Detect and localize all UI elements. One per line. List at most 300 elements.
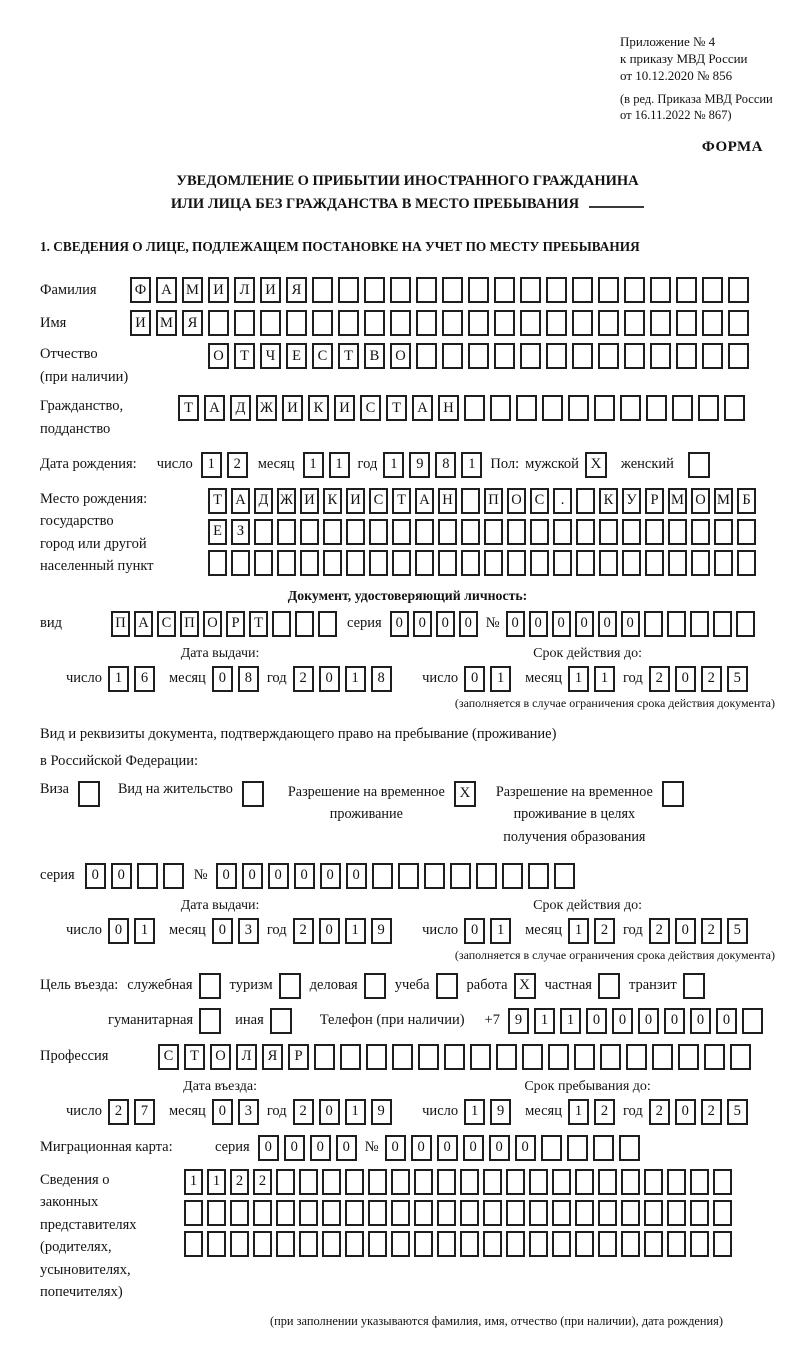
char-box (713, 1200, 732, 1226)
sex-male-checkbox: X (585, 452, 607, 478)
identity-series-boxes (390, 611, 478, 637)
char-box: 9 (508, 1008, 529, 1034)
form-title-line-1: УВЕДОМЛЕНИЕ О ПРИБЫТИИ ИНОСТРАННОГО ГРАЖДАНИНА (176, 173, 639, 190)
char-box (494, 343, 515, 369)
char-box (207, 1200, 226, 1226)
char-box: Б (737, 488, 756, 514)
char-box (645, 550, 664, 576)
char-box (548, 1044, 569, 1070)
identity-valid-year (649, 666, 748, 692)
char-box (507, 519, 526, 545)
char-box: Н (438, 488, 457, 514)
month-label: месяц (168, 670, 206, 687)
char-box: 0 (621, 611, 640, 637)
identity-valid-header: Срок действия до: (533, 645, 642, 661)
char-box (576, 550, 595, 576)
turizm-checkbox (279, 973, 301, 999)
temp-permit-label: Разрешение на временное проживание (287, 783, 445, 823)
char-box (364, 277, 385, 303)
char-box (599, 519, 618, 545)
char-box: Е (208, 519, 227, 545)
birth-year-boxes (383, 452, 482, 478)
char-box (713, 1231, 732, 1257)
char-box: 0 (390, 611, 409, 637)
char-box: 0 (385, 1135, 406, 1161)
char-box: 1 (345, 1099, 366, 1125)
entry-dates (40, 1079, 775, 1125)
stay-until-month (568, 1099, 615, 1125)
char-box: Н (438, 395, 459, 421)
char-box (502, 863, 523, 889)
profession-boxes (158, 1044, 751, 1070)
char-box: 0 (552, 611, 571, 637)
char-box: 7 (134, 1099, 155, 1125)
patronymic-boxes (208, 343, 749, 369)
char-box (468, 277, 489, 303)
char-box (253, 1231, 272, 1257)
char-box (645, 519, 664, 545)
char-box (650, 277, 671, 303)
char-box (345, 1169, 364, 1195)
char-box: М (668, 488, 687, 514)
char-box: 2 (108, 1099, 129, 1125)
char-box (506, 1200, 525, 1226)
char-box: 0 (212, 1099, 233, 1125)
char-box: П (484, 488, 503, 514)
char-box (553, 519, 572, 545)
char-box (299, 1200, 318, 1226)
char-box (575, 1231, 594, 1257)
char-box (528, 863, 549, 889)
char-box (416, 310, 437, 336)
residence-series-row (40, 863, 775, 889)
char-box (272, 611, 291, 637)
char-box (230, 1200, 249, 1226)
char-box (598, 1169, 617, 1195)
stay-until-year (649, 1099, 748, 1125)
char-box: 5 (727, 1099, 748, 1125)
char-box (496, 1044, 517, 1070)
residence-issue-header: Дата выдачи: (180, 897, 260, 913)
char-box (345, 1231, 364, 1257)
char-box (391, 1200, 410, 1226)
char-box (340, 1044, 361, 1070)
char-box (442, 343, 463, 369)
char-box: 0 (320, 863, 341, 889)
char-box (295, 611, 314, 637)
residence-doc-dates (40, 898, 775, 944)
char-box (484, 519, 503, 545)
char-box: О (203, 611, 222, 637)
char-box (312, 310, 333, 336)
firstname-row (40, 310, 775, 336)
char-box: 2 (293, 918, 314, 944)
patronymic-label: Отчество (при наличии) (40, 346, 129, 385)
char-box: 0 (436, 611, 455, 637)
char-box: З (231, 519, 250, 545)
char-box (414, 1200, 433, 1226)
surname-boxes (130, 277, 749, 303)
entry-date-header: Дата въезда: (183, 1078, 257, 1094)
entry-date-year (293, 1099, 392, 1125)
char-box (364, 310, 385, 336)
month-label: месяц (168, 922, 206, 939)
char-box (702, 277, 723, 303)
char-box (368, 1169, 387, 1195)
char-box: 2 (649, 918, 670, 944)
char-box (184, 1231, 203, 1257)
char-box (442, 310, 463, 336)
char-box: 1 (134, 918, 155, 944)
char-box (714, 519, 733, 545)
char-box: О (691, 488, 710, 514)
char-box (390, 310, 411, 336)
char-box (691, 519, 710, 545)
char-box (322, 1200, 341, 1226)
char-box: И (346, 488, 365, 514)
char-box: С (157, 611, 176, 637)
char-box: О (507, 488, 526, 514)
migration-series-boxes (258, 1135, 357, 1161)
char-box (619, 1135, 640, 1161)
char-box (599, 550, 618, 576)
char-box: 1 (201, 452, 222, 478)
char-box (730, 1044, 751, 1070)
char-box (542, 395, 563, 421)
char-box: С (312, 343, 333, 369)
char-box (231, 550, 250, 576)
migration-card-row (40, 1135, 775, 1161)
revision-line-1: (в ред. Приказа МВД России (620, 91, 773, 106)
char-box (437, 1200, 456, 1226)
day-label: число (422, 922, 459, 939)
char-box: 1 (568, 666, 589, 692)
char-box: Л (234, 277, 255, 303)
migration-card-label: Миграционная карта: (40, 1139, 173, 1156)
char-box (416, 277, 437, 303)
char-box (690, 1231, 709, 1257)
residence-valid-year (649, 918, 748, 944)
char-box: С (360, 395, 381, 421)
purpose-ucheba: учеба (395, 973, 458, 999)
char-box: Ф (130, 277, 151, 303)
char-box (392, 1044, 413, 1070)
char-box (484, 550, 503, 576)
day-label: число (66, 670, 102, 687)
char-box: 1 (464, 1099, 485, 1125)
char-box: 8 (371, 666, 392, 692)
char-box: 0 (464, 918, 485, 944)
identity-valid-note: (заполняется в случае ограничения срока действия документа) (454, 695, 775, 710)
form-title (40, 170, 775, 215)
char-box: С (158, 1044, 179, 1070)
char-box (494, 277, 515, 303)
char-box: 1 (303, 452, 324, 478)
char-box (553, 550, 572, 576)
char-box (208, 550, 227, 576)
char-box (414, 1231, 433, 1257)
char-box (299, 1231, 318, 1257)
char-box: И (260, 277, 281, 303)
char-box (690, 1169, 709, 1195)
char-box: 0 (586, 1008, 607, 1034)
char-box (468, 343, 489, 369)
char-box: П (180, 611, 199, 637)
char-box: А (415, 488, 434, 514)
char-box: Ч (260, 343, 281, 369)
char-box: 2 (701, 666, 722, 692)
birth-day-boxes (201, 452, 248, 478)
char-box (520, 343, 541, 369)
char-box (424, 863, 445, 889)
char-box: Т (386, 395, 407, 421)
number-label: № (364, 1139, 379, 1156)
birth-month-boxes (303, 452, 350, 478)
chastnaya-checkbox (598, 973, 620, 999)
char-box: В (364, 343, 385, 369)
char-box (299, 1169, 318, 1195)
entry-purpose-row-2 (40, 1008, 775, 1034)
char-box: 0 (716, 1008, 737, 1034)
char-box (520, 310, 541, 336)
char-box: 1 (490, 918, 511, 944)
char-box (470, 1044, 491, 1070)
char-box (414, 1169, 433, 1195)
char-box (323, 550, 342, 576)
identity-doc-header: Документ, удостоверяющий личность: (287, 587, 528, 603)
char-box (300, 519, 319, 545)
char-box: 1 (329, 452, 350, 478)
char-box (598, 343, 619, 369)
char-box: А (156, 277, 177, 303)
birth-place-label: Место рождения: государство город или другой населенный пункт (40, 490, 154, 575)
char-box (276, 1169, 295, 1195)
residence-intro-1: Вид и реквизиты документа, подтверждающего право на пребывание (проживание) (40, 725, 557, 742)
residence-intro-2: в Российской Федерации: (40, 752, 199, 769)
char-box (575, 1200, 594, 1226)
char-box (483, 1200, 502, 1226)
char-box: 0 (216, 863, 237, 889)
char-box: 0 (319, 918, 340, 944)
entry-purpose-label: Цель въезда: (40, 977, 119, 994)
char-box: 9 (409, 452, 430, 478)
char-box (644, 1231, 663, 1257)
char-box: 8 (435, 452, 456, 478)
char-box (554, 863, 575, 889)
option-edu-permit (496, 781, 684, 849)
char-box (624, 343, 645, 369)
char-box (276, 1231, 295, 1257)
char-box (438, 550, 457, 576)
phone-label: Телефон (при наличии) (319, 1012, 465, 1029)
char-box (444, 1044, 465, 1070)
char-box: 0 (575, 611, 594, 637)
char-box (737, 550, 756, 576)
char-box: И (282, 395, 303, 421)
char-box: 3 (238, 918, 259, 944)
series-label: серия (215, 1139, 250, 1156)
char-box: К (308, 395, 329, 421)
char-box (713, 1169, 732, 1195)
profession-label: Профессия (40, 1048, 109, 1065)
char-box (346, 519, 365, 545)
edu-permit-label: Разрешение на временное проживание в целях получения образования (495, 783, 653, 846)
char-box: 0 (463, 1135, 484, 1161)
char-box: Д (230, 395, 251, 421)
sex-male-label: мужской (525, 456, 579, 473)
char-box: 0 (464, 666, 485, 692)
edu-permit-checkbox (662, 781, 684, 807)
tranzit-checkbox (683, 973, 705, 999)
char-box: 2 (293, 1099, 314, 1125)
char-box: 0 (111, 863, 132, 889)
char-box (598, 1231, 617, 1257)
purpose-chastnaya: частная (545, 973, 620, 999)
char-box: А (412, 395, 433, 421)
char-box: 1 (345, 918, 366, 944)
char-box (541, 1135, 562, 1161)
char-box: О (390, 343, 411, 369)
char-box (391, 1231, 410, 1257)
char-box (208, 310, 229, 336)
firstname-boxes (130, 310, 749, 336)
char-box: 1 (345, 666, 366, 692)
phone-boxes (508, 1008, 763, 1034)
form-word: ФОРМА (701, 139, 763, 156)
char-box (368, 1231, 387, 1257)
char-box (552, 1231, 571, 1257)
birth-place-block (40, 488, 775, 578)
year-label: год (622, 1103, 643, 1120)
char-box (702, 310, 723, 336)
identity-issue-header: Дата выдачи: (180, 645, 260, 661)
identity-issue-day (108, 666, 155, 692)
number-label: № (485, 615, 500, 632)
char-box (552, 1169, 571, 1195)
residence-series-boxes (85, 863, 184, 889)
option-residence-permit (118, 781, 264, 807)
char-box: 0 (612, 1008, 633, 1034)
char-box (572, 310, 593, 336)
char-box (368, 1200, 387, 1226)
char-box: 0 (268, 863, 289, 889)
char-box: 0 (638, 1008, 659, 1034)
char-box (567, 1135, 588, 1161)
char-box: 0 (675, 918, 696, 944)
char-box (254, 519, 273, 545)
identity-kind-boxes (111, 611, 337, 637)
char-box: 1 (490, 666, 511, 692)
char-box: 2 (594, 918, 615, 944)
citizenship-label: Гражданство, подданство (40, 398, 124, 437)
series-label: серия (40, 867, 75, 884)
visa-checkbox (78, 781, 100, 807)
char-box: 0 (212, 666, 233, 692)
char-box: С (530, 488, 549, 514)
char-box: И (208, 277, 229, 303)
char-box: 1 (207, 1169, 226, 1195)
birth-place-boxes-row3 (208, 550, 756, 576)
char-box: 1 (383, 452, 404, 478)
month-label: месяц (525, 922, 562, 939)
char-box (667, 1231, 686, 1257)
char-box (624, 310, 645, 336)
char-box: Я (262, 1044, 283, 1070)
char-box: И (130, 310, 151, 336)
char-box: 2 (701, 1099, 722, 1125)
representatives-note: (при заполнении указываются фамилия, имя, отчество (при наличии), дата рождения) (269, 1313, 724, 1328)
char-box: 0 (85, 863, 106, 889)
char-box (650, 343, 671, 369)
identity-issue-month (212, 666, 259, 692)
char-box (678, 1044, 699, 1070)
residence-options-row (40, 781, 775, 849)
char-box: 0 (598, 611, 617, 637)
sex-female-checkbox (688, 452, 710, 478)
char-box (506, 1231, 525, 1257)
char-box: С (369, 488, 388, 514)
profession-row (40, 1044, 775, 1070)
char-box (338, 310, 359, 336)
char-box: 0 (675, 666, 696, 692)
char-box: 1 (594, 666, 615, 692)
char-box (672, 395, 693, 421)
residence-issue-year (293, 918, 392, 944)
char-box: 0 (459, 611, 478, 637)
month-label: месяц (257, 456, 295, 473)
char-box (546, 277, 567, 303)
purpose-rabota: работа X (467, 973, 536, 999)
char-box (576, 519, 595, 545)
char-box (323, 519, 342, 545)
char-box: 0 (284, 1135, 305, 1161)
char-box (598, 277, 619, 303)
char-box: 0 (319, 1099, 340, 1125)
char-box (668, 519, 687, 545)
representatives-label: Сведения о законных представителях (родителях, усыновителях, попечителях) (40, 1171, 137, 1301)
identity-number-boxes (506, 611, 755, 637)
char-box: О (210, 1044, 231, 1070)
year-label: год (357, 456, 378, 473)
appendix-line-1: Приложение № 4 (620, 34, 716, 49)
char-box (530, 519, 549, 545)
char-box (626, 1044, 647, 1070)
char-box (369, 519, 388, 545)
number-label: № (193, 867, 208, 884)
char-box: 9 (490, 1099, 511, 1125)
char-box (646, 395, 667, 421)
residence-permit-label: Вид на жительство (117, 780, 233, 797)
purpose-sluzhebnaya: служебная (127, 973, 220, 999)
identity-valid-month (568, 666, 615, 692)
char-box: А (231, 488, 250, 514)
patronymic-row (40, 343, 775, 388)
char-box (529, 1200, 548, 1226)
char-box (600, 1044, 621, 1070)
month-label: месяц (525, 670, 562, 687)
char-box (318, 611, 337, 637)
char-box: Р (226, 611, 245, 637)
char-box (163, 863, 184, 889)
char-box: 0 (437, 1135, 458, 1161)
char-box (345, 1200, 364, 1226)
birth-place-boxes-row1 (208, 488, 756, 514)
char-box (668, 550, 687, 576)
char-box (644, 1169, 663, 1195)
char-box: Т (249, 611, 268, 637)
char-box: И (300, 488, 319, 514)
section1-title: 1. СВЕДЕНИЯ О ЛИЦЕ, ПОДЛЕЖАЩЕМ ПОСТАНОВКЕ НА УЧЕТ ПО МЕСТУ ПРЕБЫВАНИЯ (40, 239, 640, 255)
